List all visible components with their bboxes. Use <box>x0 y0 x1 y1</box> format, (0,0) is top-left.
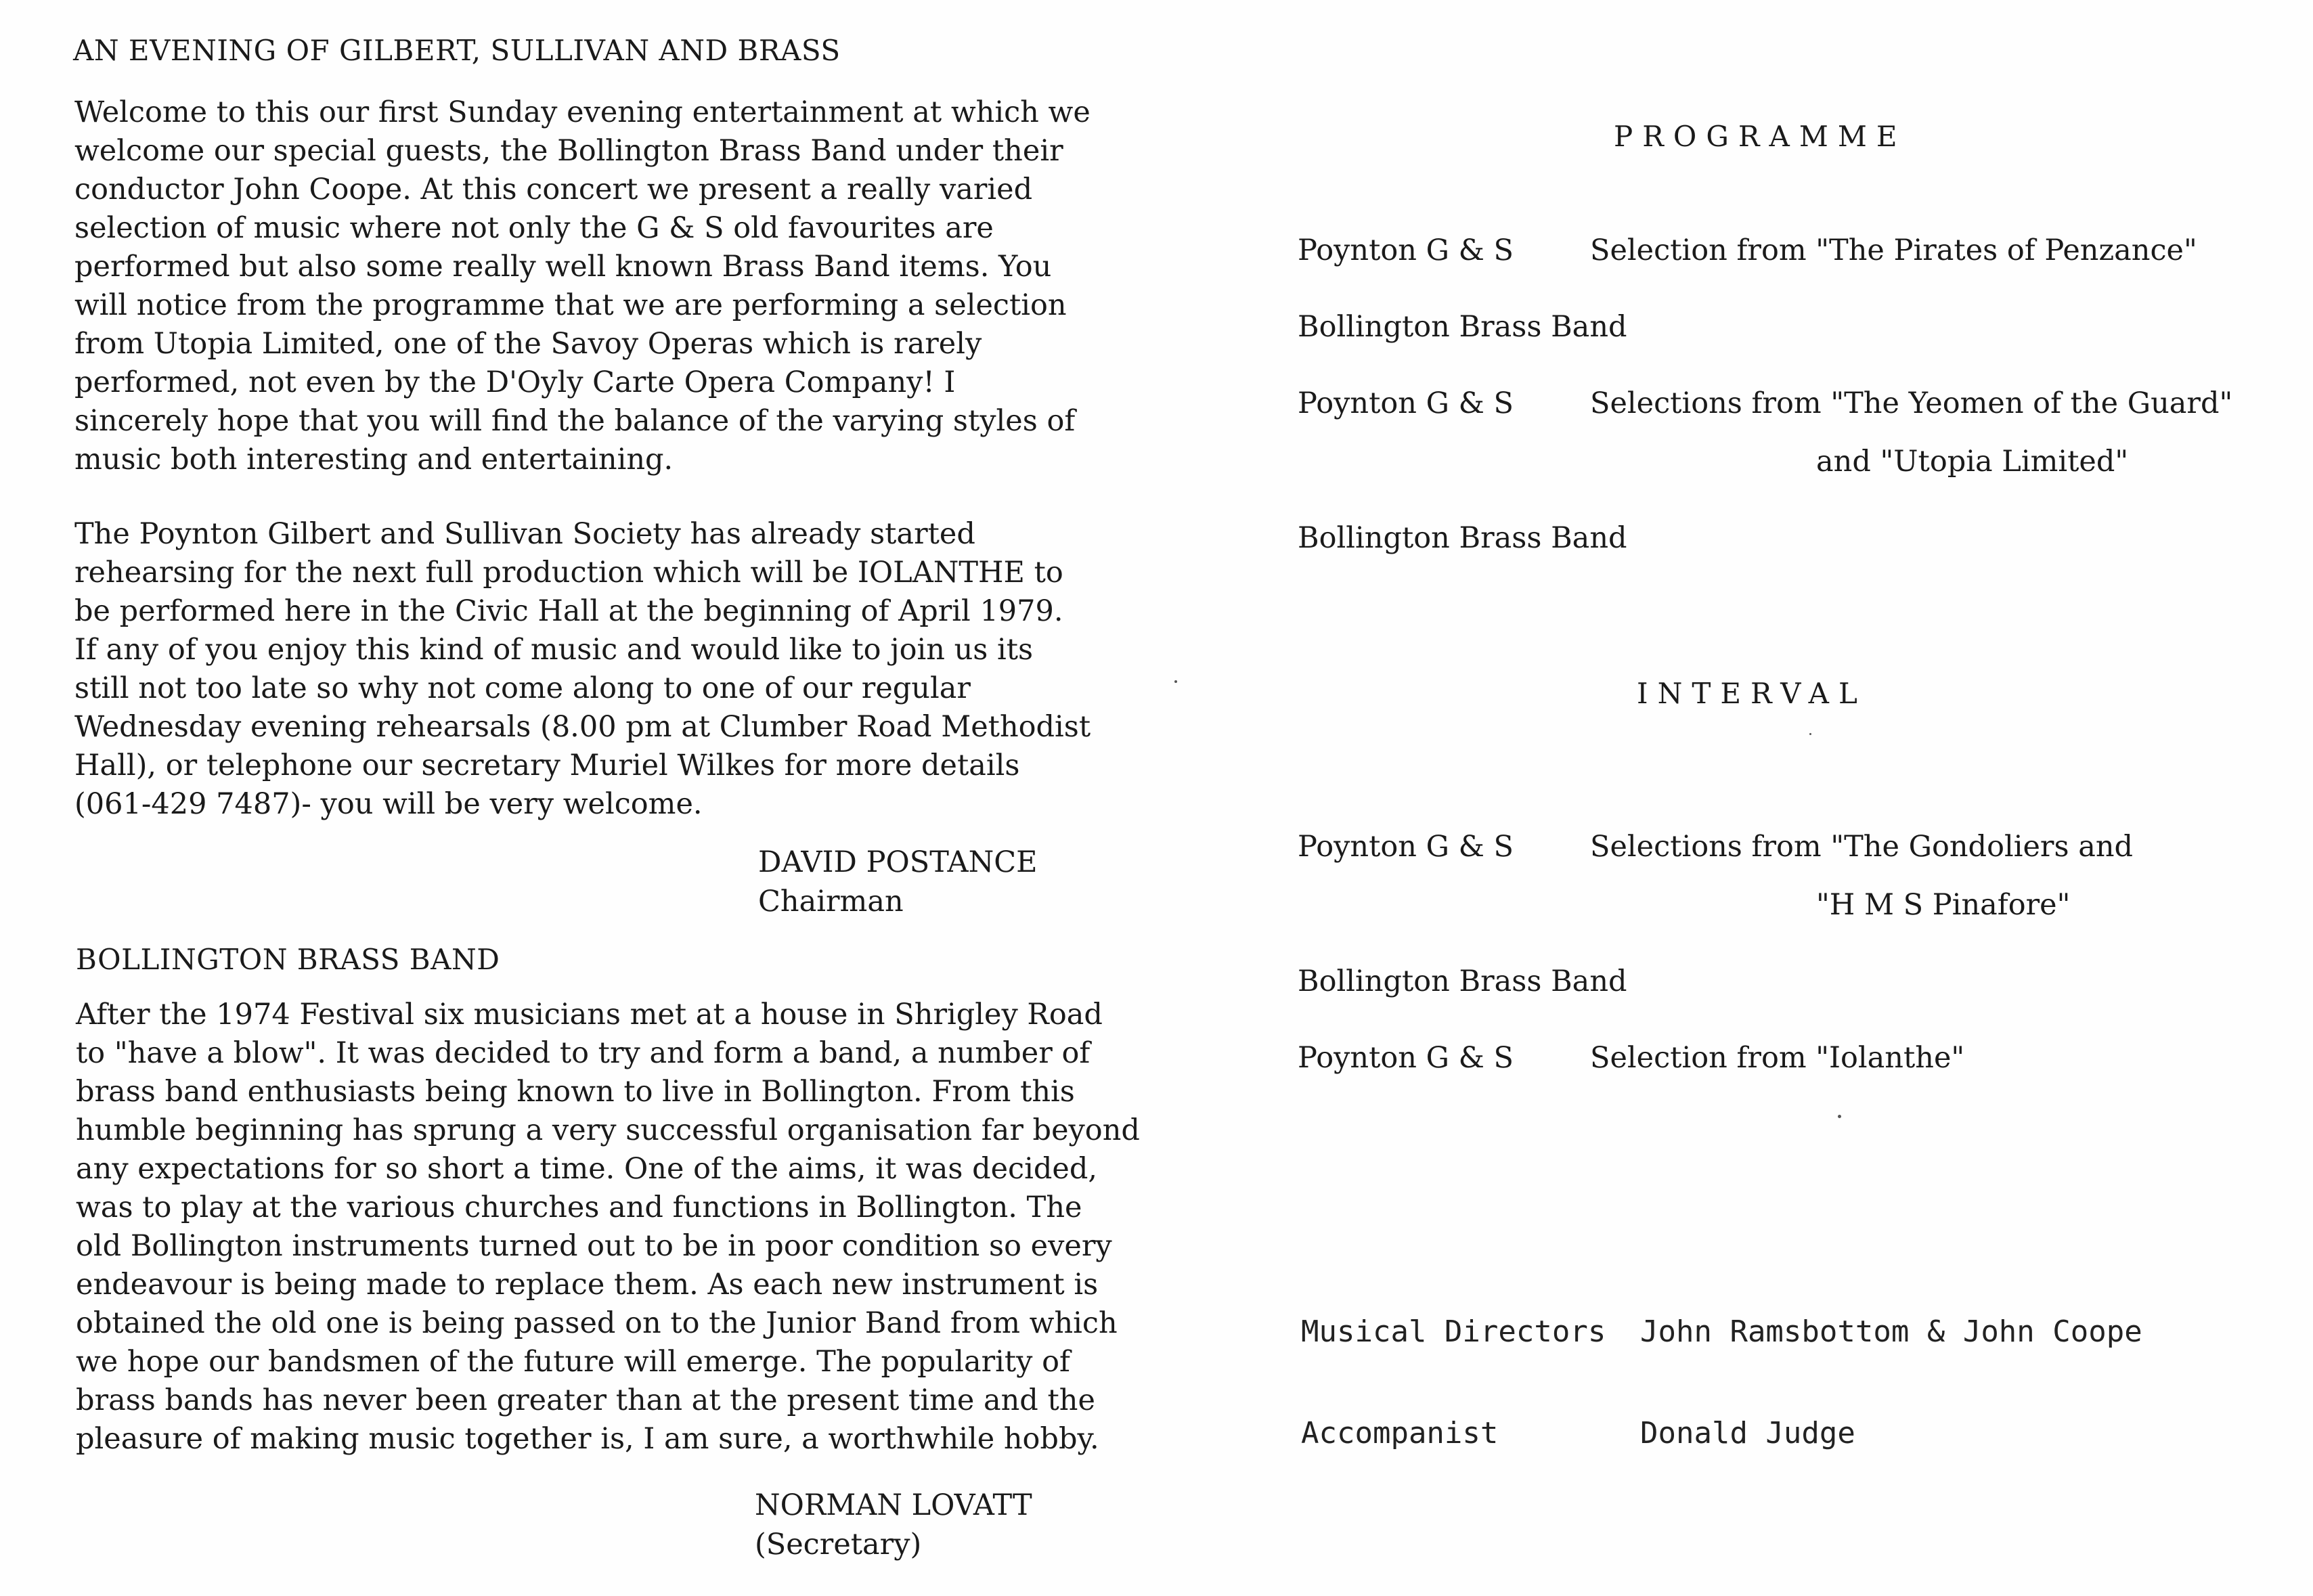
chairman-signature <box>758 843 1038 921</box>
performer: Bollington Brass Band <box>1298 521 1627 555</box>
band-line: was to play at the various churches and functions in Bollington. The <box>76 1191 1082 1224</box>
secretary-role: (Secretary) <box>755 1528 922 1561</box>
society-line: rehearsing for the next full production which will be IOLANTHE to <box>74 556 1063 590</box>
performer: Poynton G & S <box>1298 830 1514 864</box>
band-line: we hope our bandsmen of the future will emerge. The popularity of <box>76 1345 1070 1379</box>
society-line: be performed here in the Civic Hall at the beginning of April 1979. <box>74 594 1063 628</box>
welcome-line: sincerely hope that you will find the balance of the varying styles of <box>74 404 1076 438</box>
piece: Selection from "Iolanthe" <box>1590 1041 1965 1075</box>
chairman-name: DAVID POSTANCE <box>758 845 1038 879</box>
band-line: humble beginning has sprung a very successful organisation far beyond <box>76 1113 1140 1147</box>
credit-value: Donald Judge <box>1640 1416 1855 1450</box>
performer: Poynton G & S <box>1298 1041 1514 1075</box>
chairman-role: Chairman <box>758 885 904 918</box>
welcome-line: performed, not even by the D'Oyly Carte Opera Company! I <box>74 365 956 399</box>
credit-value: John Ramsbottom & John Coope <box>1640 1314 2142 1349</box>
piece-continuation: and "Utopia Limited" <box>1816 445 2129 479</box>
band-line: pleasure of making music together is, I am sure, a worthwhile hobby. <box>76 1422 1099 1456</box>
interval-title: INTERVAL <box>1637 677 1867 710</box>
welcome-line: will notice from the programme that we are performing a selection <box>74 288 1067 322</box>
band-line: obtained the old one is being passed on to the Junior Band from which <box>76 1306 1118 1340</box>
society-line: The Poynton Gilbert and Sullivan Society has already started <box>74 517 975 551</box>
band-line: After the 1974 Festival six musicians met at a house in Shrigley Road <box>76 998 1103 1032</box>
welcome-line: welcome our special guests, the Bollington Brass Band under their <box>74 134 1063 168</box>
scan-speck <box>1809 733 1811 735</box>
band-line: to "have a blow". It was decided to try and form a band, a number of <box>76 1036 1091 1070</box>
band-heading: BOLLINGTON BRASS BAND <box>76 943 500 976</box>
welcome-line: performed but also some really well known Brass Band items. You <box>74 250 1052 284</box>
band-line: brass bands has never been greater than at the present time and the <box>76 1383 1095 1417</box>
performer: Bollington Brass Band <box>1298 965 1627 998</box>
band-paragraph <box>76 996 1140 1459</box>
welcome-line: selection of music where not only the G & S old favourites are <box>74 211 994 245</box>
scan-speck <box>1174 680 1177 683</box>
society-paragraph <box>74 515 1091 824</box>
performer: Poynton G & S <box>1298 386 1514 420</box>
society-line: still not too late so why not come along to one of our regular <box>74 671 971 705</box>
band-line: endeavour is being made to replace them. As each new instrument is <box>76 1268 1099 1302</box>
piece: Selection from "The Pirates of Penzance" <box>1590 234 2197 267</box>
band-line: any expectations for so short a time. One of the aims, it was decided, <box>76 1152 1098 1186</box>
performer: Poynton G & S <box>1298 234 1514 267</box>
welcome-paragraph <box>74 93 1091 479</box>
welcome-line: from Utopia Limited, one of the Savoy Operas which is rarely <box>74 327 982 361</box>
society-line: Hall), or telephone our secretary Muriel Wilkes for more details <box>74 749 1020 782</box>
welcome-line: conductor John Coope. At this concert we present a really varied <box>74 173 1033 206</box>
credit-label: Musical Directors <box>1301 1314 1606 1349</box>
secretary-name: NORMAN LOVATT <box>755 1488 1032 1522</box>
welcome-line: music both interesting and entertaining. <box>74 443 674 476</box>
society-line: (061-429 7487)- you will be very welcome. <box>74 787 703 821</box>
society-line: Wednesday evening rehearsals (8.00 pm at Clumber Road Methodist <box>74 710 1091 744</box>
scan-speck <box>1838 1115 1841 1118</box>
piece-continuation: "H M S Pinafore" <box>1816 888 2071 922</box>
piece: Selections from "The Gondoliers and <box>1590 830 2134 864</box>
society-line: If any of you enjoy this kind of music and would like to join us its <box>74 633 1034 667</box>
band-line: old Bollington instruments turned out to be in poor condition so every <box>76 1229 1112 1263</box>
secretary-signature <box>755 1486 1032 1564</box>
programme-title: PROGRAMME <box>1614 120 1907 153</box>
piece: Selections from "The Yeomen of the Guard" <box>1590 386 2233 420</box>
page-title: AN EVENING OF GILBERT, SULLIVAN AND BRASS <box>73 34 841 67</box>
performer: Bollington Brass Band <box>1298 310 1627 344</box>
credit-label: Accompanist <box>1301 1416 1499 1450</box>
welcome-line: Welcome to this our first Sunday evening entertainment at which we <box>74 95 1091 129</box>
band-line: brass band enthusiasts being known to live in Bollington. From this <box>76 1075 1075 1109</box>
